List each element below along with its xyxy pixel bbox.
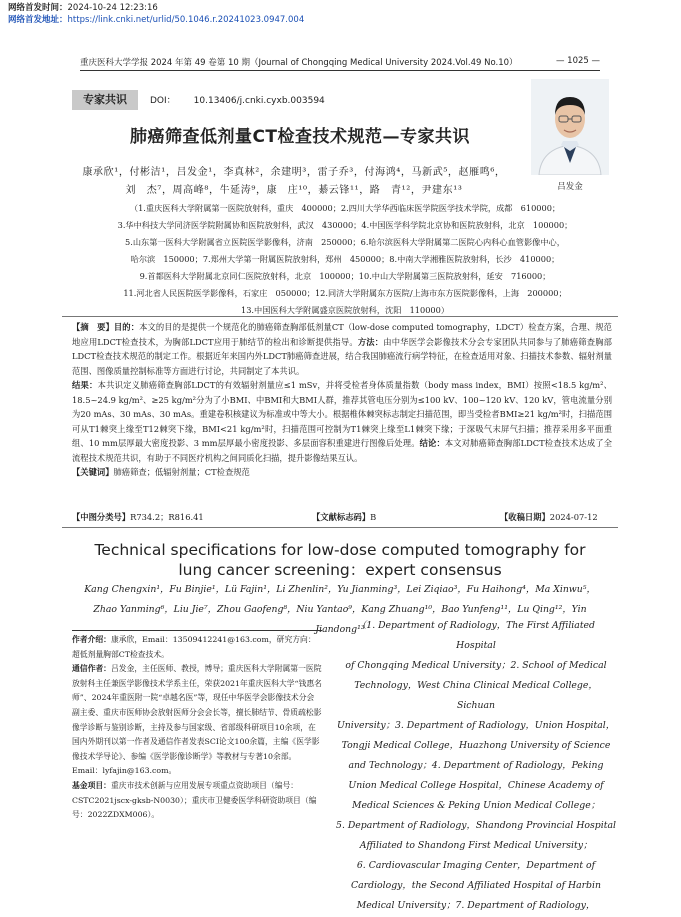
- article-title-cn: 肺癌筛查低剂量CT检查技术规范—专家共识: [129, 127, 471, 147]
- footnote-rule: [72, 630, 322, 631]
- author-notes: [72, 630, 322, 823]
- conclusion-text: 本文对肺癌筛查胸部LDCT检查技术达成了全流程技术规范共识，有助于不同医疗机构之间同质化扫描，提升影像结果互认。: [72, 438, 612, 463]
- affiliation-en-line: University；3. Department of Radiology，Union Hospital，: [336, 720, 616, 731]
- abstract-label: 【摘 要】: [72, 322, 114, 332]
- first-publish-time-label: 网络首发时间：: [8, 3, 68, 13]
- title-en-line: Technical specifications for low-dose computed tomography for: [94, 541, 586, 559]
- conclusion-label: 结论：: [419, 438, 445, 448]
- abstract-top-rule: [62, 316, 618, 317]
- received-value: 2024-07-12: [549, 512, 598, 522]
- doi-line: [150, 93, 343, 106]
- affiliation-en-line: Medical University；7. Department of Radiology，: [356, 900, 596, 911]
- doi-link[interactable]: 10.13406/j.cnki.cyxb.003594: [193, 96, 325, 106]
- authors-en-line: Zhao Yanming⁶，Liu Jie⁷，Zhou Gaofeng⁸，Niu Yantao⁹，Kang Zhuang¹⁰，Bao Yunfeng¹¹，Lu Qing¹²，Yin Jiandong¹³: [93, 604, 587, 635]
- author-photo: [531, 79, 609, 175]
- affiliation-en-line: 6. Cardiovascular Imaging Center，Department of: [356, 860, 596, 871]
- authors-en-line: Kang Chengxin¹，Fu Binjie¹，Lü Fajin¹，Li Zhenlin²，Yu Jianming³，Lei Ziqiao³，Fu Haihong⁴，Ma Xinwu⁵，: [84, 584, 596, 595]
- first-publish-url-label: 网络首发地址：: [8, 15, 68, 25]
- affiliation-en-line: Affiliated to Shandong First Medical University；: [359, 840, 593, 851]
- methods-label: 方法：: [357, 336, 384, 347]
- affiliation-en-line: and Technology；4. Department of Radiology，Peking: [348, 760, 604, 771]
- authors-cn: [64, 164, 524, 200]
- affiliation-en-line: Tongji Medical College，Huazhong University of Science: [341, 740, 611, 751]
- photo-caption: 吕发金: [557, 182, 583, 192]
- section-badge: 专家共识: [72, 90, 138, 110]
- doc-code-value: B: [370, 512, 377, 522]
- affiliation-en-line: Cardiology，the Second Affiliated Hospital of Harbin: [351, 880, 601, 891]
- first-publish-time: 2024-10-24 12:23:16: [67, 3, 158, 13]
- first-publish-url-link[interactable]: https://link.cnki.net/urlid/50.1046.r.20241023.0947.004: [67, 15, 305, 25]
- journal-info: 重庆医科大学学报 2024 年第 49 卷第 10 期（Journal of Chongqing Medical University 2024.Vol.49 No.10）: [80, 58, 518, 68]
- affiliation-line: 5.山东第一医科大学附属省立医院医学影像科，济南 250000；6.哈尔滨医科大学附属第二医院心内科心血管影像中心，: [125, 237, 565, 247]
- publication-meta: [8, 2, 304, 26]
- affiliations-en: [336, 616, 616, 916]
- corresponding-info: 吕发金，主任医师、教授，博导；重庆医科大学附属第一医院放射科主任兼医学影像技术学系主任，荣获2021年重庆医科大学“钱惠名师”、2024年重医附一院“卓越名医”等，现任中华医学会影像技术分会副主委、重庆市医师协会放射医师分会会长等，擅长肺结节、骨质疏松影像学诊断与鉴别诊断，主持及参与国家级、省部级科研项目10余项，在国内外期刊以第一作者及通信作者发表SCI论文100余篇，主编《医学影像技术学导论》、参编《医学影像诊断学》等教材与专著10余部。Email：lyfajin@163.com。: [72, 664, 322, 776]
- classification-label: 【中图分类号】: [72, 512, 131, 522]
- objective-label: 目的：: [113, 322, 140, 332]
- header-rule: [80, 70, 600, 71]
- affiliation-en-line: Technology，West China Clinical Medical College，Sichuan: [354, 680, 598, 711]
- title-en-line: lung cancer screening：expert consensus: [178, 561, 502, 579]
- results-label: 结果：: [72, 380, 98, 390]
- abstract-bottom-rule: [62, 527, 618, 528]
- page-number: — 1025 —: [555, 56, 600, 66]
- author-info-label: 作者介绍：: [72, 635, 111, 644]
- keywords-text: 肺癌筛查；低辐射剂量；CT检查规范: [113, 467, 250, 477]
- article-title-en: [80, 540, 600, 580]
- corresponding-label: 通信作者：: [72, 664, 111, 674]
- affiliation-en-line: 5. Department of Radiology，Shandong Provincial Hospital: [336, 820, 616, 831]
- affiliation-line: 11.河北省人民医院医学影像科，石家庄 050000；12.同济大学附属东方医院/上海市东方医院影像科，上海 200000；: [123, 288, 567, 298]
- affiliation-en-line: Union Medical College Hospital，Chinese Academy of: [348, 780, 604, 791]
- affiliation-en-line: Medical Sciences & Peking Union Medical College；: [351, 800, 601, 811]
- author-info: 康承欣，Email：13509412241@163.com，研究方向：超低剂量胸部CT检查技术。: [72, 635, 316, 659]
- doc-code-label: 【文献标志码】: [312, 512, 371, 522]
- running-header: [80, 56, 600, 68]
- affiliations-cn: [70, 200, 620, 319]
- affiliation-line: 哈尔滨 150000；7.郑州大学第一附属医院放射科，郑州 450000；8.中南大学湘雅医院放射科，长沙 410000；: [130, 254, 560, 264]
- classification-value: R734.2；R816.41: [130, 512, 204, 522]
- fund-label: 基金项目：: [72, 780, 111, 790]
- affiliation-en-line: of Chongqing Medical University；2. School of Medical: [345, 660, 607, 671]
- objective-text: 本文的目的是提供一个规范化的肺癌筛查胸部低剂量CT（low-dose computed tomography，LDCT）检查方案，合理、规范地应用LDCT检查技术，为胸部LDCT应用于肺结节的检出和诊断提供指导。: [72, 322, 612, 347]
- affiliation-line: 3.华中科技大学同济医学院附属协和医院放射科，武汉 430000；4.中国医学科学院北京协和医院放射科，北京 100000；: [117, 220, 573, 230]
- fund-info: 重庆市技术创新与应用发展专项重点资助项目（编号：CSTC2021jscx-gksb-N0030）；重庆市卫健委医学科研资助项目（编号：2022ZDXM006）。: [72, 780, 317, 820]
- affiliation-line: （1.重庆医科大学附属第一医院放射科，重庆 400000；2.四川大学华西临床医学院医学技术学院，成都 610000；: [129, 203, 561, 213]
- authors-cn-line: 康承欣¹，付彬洁¹，吕发金¹，李真林²，余建明³，雷子乔³，付海鸿⁴，马新武⁵，赵雁鸣⁶，: [82, 167, 506, 178]
- abstract: [72, 320, 612, 480]
- received-label: 【收稿日期】: [500, 512, 550, 522]
- affiliation-line: 13.中国医科大学附属盛京医院放射科，沈阳 110000）: [240, 305, 450, 315]
- results-text: 本共识定义肺癌筛查胸部LDCT的有效辐射剂量应≤1 mSv，并将受检者身体质量指数（body mass index，BMI）按照<18.5 kg/m²、18.5~24.9 kg/m²、≥25 kg/m²分为了小BMI、中BMI和大BMI人群，推荐其管电压分别为≤100 kV、100~120 kV、120 kV，管电流量分别为20 mAs、30 mAs、30 mAs。重建卷积核建议为标准或中等大小。根据椎体棘突标志制定扫描范围，即当受检者BMI≥21 kg/m²时，扫描范围可从T1棘突上缘至T12棘突下缘，BMI<21 kg/m²时，扫描范围可控制为T1棘突上缘至L1棘突下缘；于深吸气末屏气扫描；推荐采用多平面重组、10 mm层厚最大密度投影、3 mm层厚最小密度投影、多层面容积重建进行图像后处理。: [72, 380, 612, 448]
- doi-label: DOI：: [150, 96, 176, 106]
- keywords-label: 【关键词】: [72, 467, 114, 477]
- authors-cn-line: 刘 杰⁷，周高峰⁸，牛延涛⁹，康 庄¹⁰，綦云锋¹¹，路 青¹²，尹建东¹³: [125, 185, 463, 196]
- methods-text: 由中华医学会影像技术分会专家团队共同参与了肺癌筛查胸部LDCT检查技术规范的制定工作。根据近年来国内外LDCT肺癌筛查进展，结合我国肺癌流行病学特征，在检查适用对象、扫描技术参数、辐射剂量范围、图像质量控制标准等方面进行讨论，共同制定了本共识。: [72, 336, 612, 376]
- affiliation-line: 9.首都医科大学附属北京同仁医院放射科，北京 100000；10.中山大学附属第三医院放射科，延安 716000；: [139, 271, 551, 281]
- affiliation-en-line: （1. Department of Radiology，The First Affiliated Hospital: [356, 620, 596, 651]
